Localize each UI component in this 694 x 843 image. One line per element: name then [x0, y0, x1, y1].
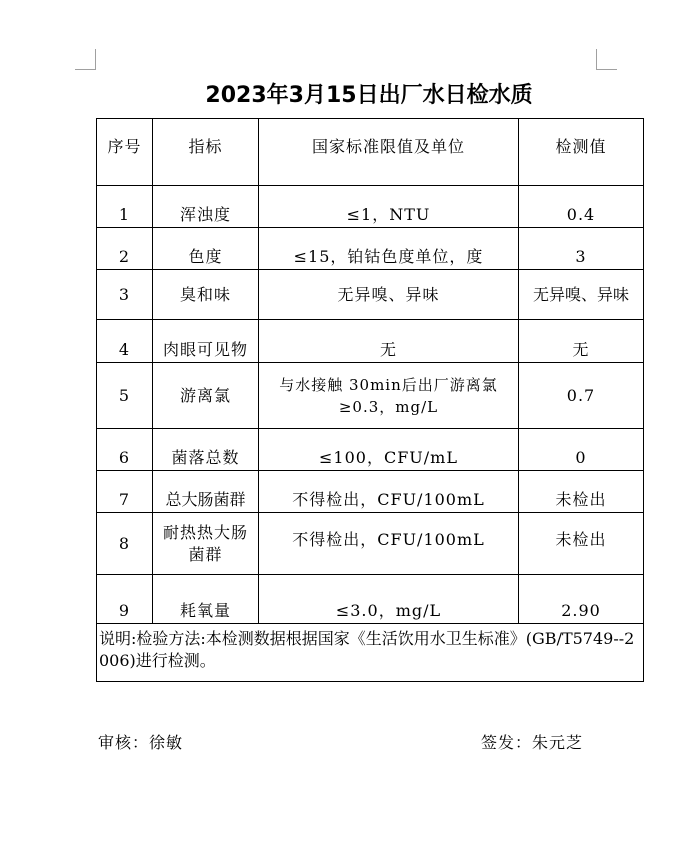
row-value: 无 — [519, 320, 644, 363]
row-limit: ≤100，CFU/mL — [259, 429, 519, 471]
row-no: 7 — [97, 471, 153, 513]
row-limit: 无 — [259, 320, 519, 363]
water-quality-table — [96, 118, 644, 682]
row-value: 3 — [519, 228, 644, 270]
table-row — [97, 363, 644, 429]
row-limit: 与水接触 30min后出厂游离氯≥0.3，mg/L — [259, 363, 519, 429]
table-row — [97, 320, 644, 363]
table-row — [97, 429, 644, 471]
row-value: 未检出 — [519, 513, 644, 575]
row-value: 0.4 — [519, 186, 644, 228]
row-limit: ≤1，NTU — [259, 186, 519, 228]
row-no: 2 — [97, 228, 153, 270]
header-limit: 国家标准限值及单位 — [259, 119, 519, 186]
row-item: 游离氯 — [153, 363, 259, 429]
method-note: 说明:检验方法:本检测数据根据国家《生活饮用水卫生标准》(GB/T5749--2006)进行检测。 — [97, 624, 644, 682]
row-value: 2.90 — [519, 575, 644, 624]
table-row — [97, 575, 644, 624]
row-no: 9 — [97, 575, 153, 624]
table-row — [97, 471, 644, 513]
table-row — [97, 270, 644, 320]
row-no: 4 — [97, 320, 153, 363]
row-value: 未检出 — [519, 471, 644, 513]
row-no: 5 — [97, 363, 153, 429]
table-header-row — [97, 119, 644, 186]
row-item: 总大肠菌群 — [153, 471, 259, 513]
row-limit: ≤15，铂钴色度单位，度 — [259, 228, 519, 270]
row-item: 臭和味 — [153, 270, 259, 320]
row-limit: 无异嗅、异味 — [259, 270, 519, 320]
table-row — [97, 228, 644, 270]
row-item: 浑浊度 — [153, 186, 259, 228]
row-no: 3 — [97, 270, 153, 320]
row-value: 无异嗅、异味 — [519, 270, 644, 320]
row-no: 6 — [97, 429, 153, 471]
row-limit: 不得检出，CFU/100mL — [259, 471, 519, 513]
issuer-signature: 签发：朱元芝 — [481, 733, 584, 752]
row-item: 耗氧量 — [153, 575, 259, 624]
row-value: 0.7 — [519, 363, 644, 429]
row-item: 耐热热大肠菌群 — [153, 513, 259, 575]
table-row — [97, 513, 644, 575]
row-no: 1 — [97, 186, 153, 228]
row-no: 8 — [97, 513, 153, 575]
header-no: 序号 — [97, 119, 153, 186]
row-item: 肉眼可见物 — [153, 320, 259, 363]
document-title: 2023年3月15日出厂水日检水质 — [205, 83, 533, 108]
table-row — [97, 186, 644, 228]
crop-mark-top-right — [596, 49, 617, 70]
header-item: 指标 — [153, 119, 259, 186]
row-value: 0 — [519, 429, 644, 471]
row-item: 菌落总数 — [153, 429, 259, 471]
row-limit: ≤3.0，mg/L — [259, 575, 519, 624]
reviewer-signature: 审核：徐敏 — [98, 733, 184, 752]
crop-mark-top-left — [75, 49, 96, 70]
table-note-row — [97, 624, 644, 682]
header-value: 检测值 — [519, 119, 644, 186]
row-item: 色度 — [153, 228, 259, 270]
row-limit: 不得检出，CFU/100mL — [259, 513, 519, 575]
